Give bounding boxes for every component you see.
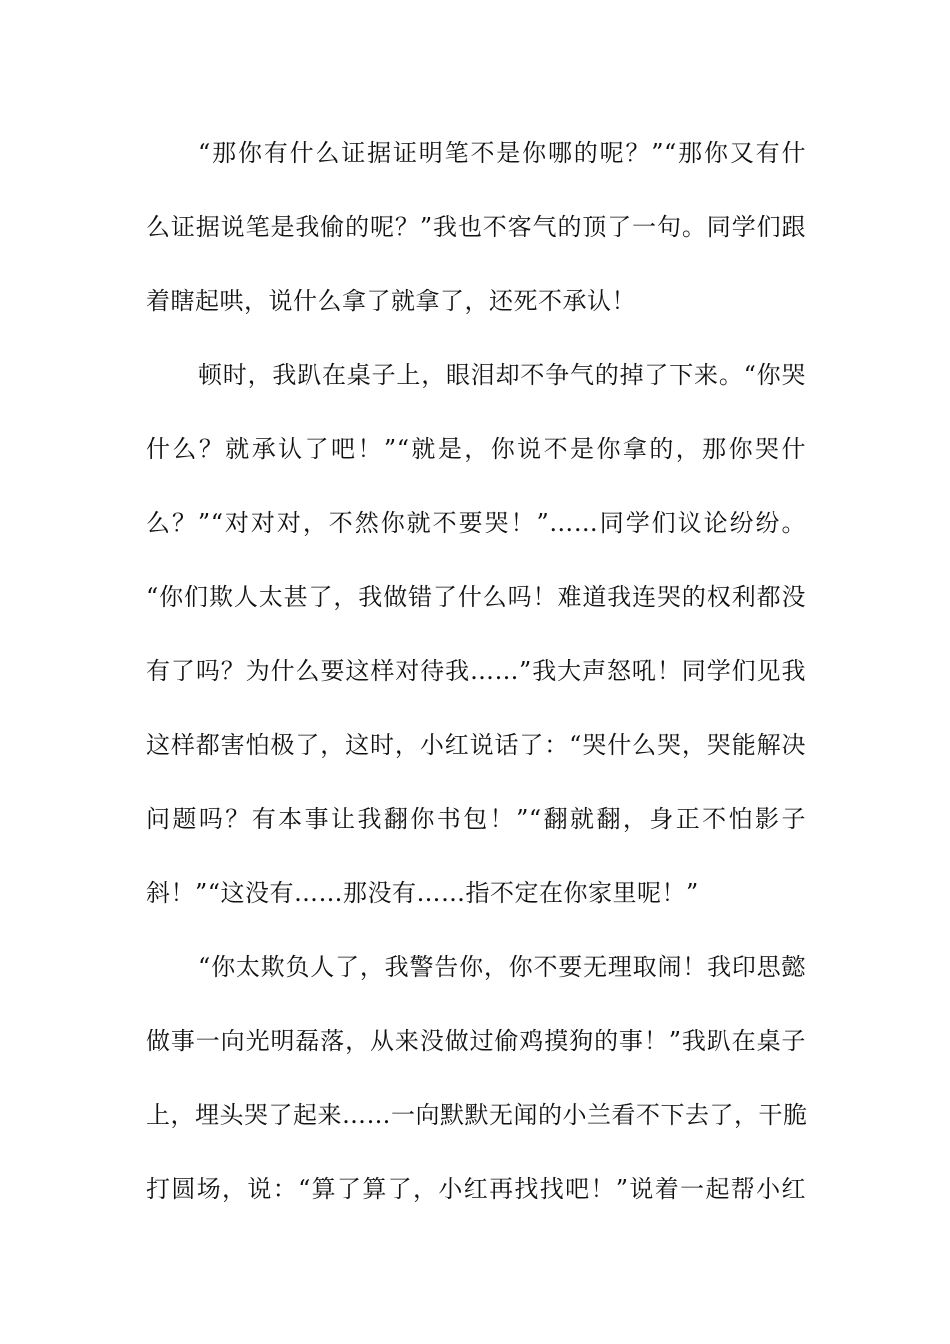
text-line: 打圆场，说：“算了算了，小红再找找吧！”说着一起帮小红 bbox=[146, 1175, 806, 1203]
text-line: 什么？就承认了吧！”“就是，你说不是你拿的，那你哭什 bbox=[146, 435, 806, 463]
text-line: 这样都害怕极了，这时，小红说话了：“哭什么哭，哭能解决 bbox=[146, 731, 806, 759]
text-line: 么证据说笔是我偷的呢？”我也不客气的顶了一句。同学们跟 bbox=[146, 213, 806, 241]
text-line: “那你有什么证据证明笔不是你哪的呢？”“那你又有什 bbox=[198, 139, 806, 167]
paragraph-1 bbox=[146, 124, 806, 346]
text-line: 么？”“对对对，不然你就不要哭！”……同学们议论纷纷。 bbox=[146, 509, 806, 537]
text-line: “你太欺负人了，我警告你，你不要无理取闹！我印思懿 bbox=[198, 953, 806, 981]
text-line: 顿时，我趴在桌子上，眼泪却不争气的掉了下来。“你哭 bbox=[198, 361, 806, 389]
text-line: 做事一向光明磊落，从来没做过偷鸡摸狗的事！”我趴在桌子 bbox=[146, 1027, 806, 1055]
text-line: 有了吗？为什么要这样对待我……”我大声怒吼！同学们见我 bbox=[146, 657, 806, 685]
text-line: 上，埋头哭了起来……一向默默无闻的小兰看不下去了，干脆 bbox=[146, 1101, 808, 1129]
text-line: 斜！”“这没有……那没有……指不定在你家里呢！” bbox=[146, 879, 699, 907]
text-line: 着瞎起哄，说什么拿了就拿了，还死不承认！ bbox=[146, 287, 636, 315]
paragraph-3 bbox=[146, 938, 806, 1234]
paragraph-2 bbox=[146, 346, 806, 938]
text-line: 问题吗？有本事让我翻你书包！”“翻就翻，身正不怕影子 bbox=[146, 805, 806, 833]
text-line: “你们欺人太甚了，我做错了什么吗！难道我连哭的权利都没 bbox=[146, 583, 806, 611]
body-text bbox=[146, 124, 806, 1234]
